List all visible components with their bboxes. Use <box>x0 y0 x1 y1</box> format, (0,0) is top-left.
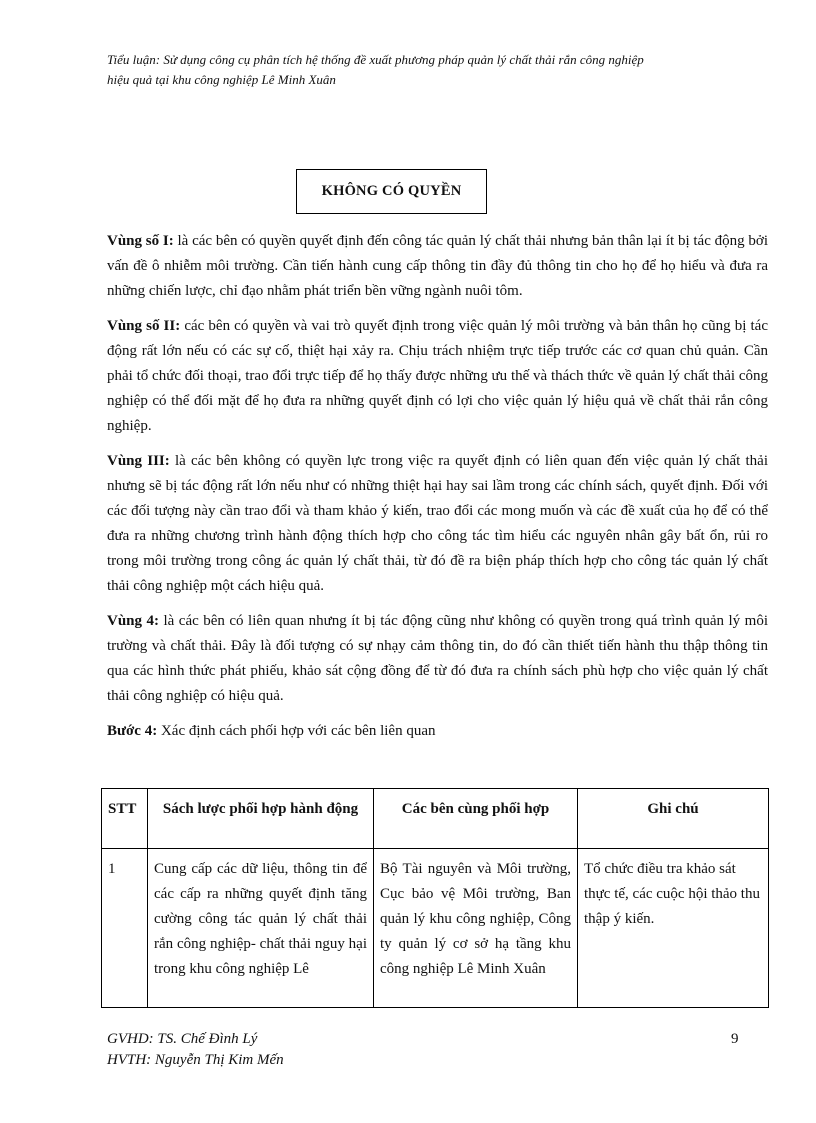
footer-advisor: GVHD: TS. Chế Đình Lý <box>107 1031 258 1047</box>
cell-note: Tổ chức điều tra khảo sát thực tế, các cuộc hội thảo thu thập ý kiến. <box>578 849 769 1008</box>
zone-label: Vùng số I: <box>107 233 174 249</box>
coordination-table <box>101 788 769 1008</box>
header-note: Ghi chú <box>578 789 769 849</box>
header-strategy: Sách lược phối hợp hành động <box>148 789 374 849</box>
page-number: 9 <box>731 1031 739 1047</box>
zone-text: là các bên có liên quan nhưng ít bị tác động cũng như không có quyền trong quá trình quản lý môi trường và chất thải. Đây là đối tượng có sự nhạy cảm thông tin, do đó cần thiết tiến hành thu thập thông tin qua các hình thức phát phiếu, khảo sát cộng đồng để từ đó đưa ra chính sách phù hợp cho việc quản lý chất thải công nghiệp có hiệu quả. <box>107 613 768 704</box>
paragraph-zone-1 <box>107 229 768 304</box>
zone-text: là các bên không có quyền lực trong việc ra quyết định có liên quan đến việc quản lý chất thải nhưng sẽ bị tác động rất lớn nếu như có những thiệt hại hay sai lầm trong các chính sách, quyết định. Đối với các đối tượng này cần trao đổi và tham khảo ý kiến, trao đổi các mong muốn và các đề xuất của họ để có thể đưa ra những chương trình hành động thích hợp cho công tác tìm hiểu các nguyên nhân gây bất ổn, rủi ro trong môi trường trong công ác quản lý chất thải, từ đó đề ra biện pháp thích hợp cho công tác quản lý chất thải công nghiệp một cách hiệu quả. <box>107 453 768 594</box>
step-4-heading <box>107 719 768 744</box>
footer-student: HVTH: Nguyễn Thị Kim Mến <box>107 1052 284 1068</box>
zone-label: Vùng số II: <box>107 318 181 334</box>
step-label: Bước 4: <box>107 723 158 739</box>
zone-text: là các bên có quyền quyết định đến công tác quản lý chất thải nhưng bản thân lại ít bị tác động bởi vấn đề ô nhiễm môi trường. Cần tiến hành cung cấp thông tin đầy đủ thông tin cho họ để họ hiểu và đưa ra những chiến lược, chỉ đạo nhằm phát triển bền vững ngành nuôi tôm. <box>107 233 768 299</box>
table-row <box>102 849 769 1008</box>
paragraph-zone-2 <box>107 314 768 439</box>
zone-text: các bên có quyền và vai trò quyết định trong việc quản lý môi trường và bản thân họ cũng bị tác động rất lớn nếu có các sự cố, thiệt hại xảy ra. Chịu trách nhiệm trực tiếp trước các cơ quan chủ quản. Cần phải tổ chức đối thoại, trao đổi trực tiếp để họ thấy được những ưu thế và thách thức về quản lý chất thải công nghiệp có thể đối mặt để họ đưa ra những quyết định có lợi cho việc quản lý hiệu quả về chất thải rắn công nghiệp. <box>107 318 768 434</box>
header-parties: Các bên cùng phối hợp <box>374 789 578 849</box>
cell-parties: Bộ Tài nguyên và Môi trường, Cục bảo vệ Môi trường, Ban quản lý khu công nghiệp, Công ty quản lý cơ sở hạ tầng khu công nghiệp Lê Minh Xuân <box>374 849 578 1008</box>
page-footer <box>107 1029 747 1071</box>
table-header-row <box>102 789 769 849</box>
step-text: Xác định cách phối hợp với các bên liên quan <box>157 723 436 739</box>
running-header <box>107 50 747 90</box>
cell-strategy: Cung cấp các dữ liệu, thông tin để các cấp ra những quyết định tăng cường công tác quản lý chất thải rắn công nghiệp- chất thải nguy hại trong khu công nghiệp Lê <box>148 849 374 1008</box>
cell-stt: 1 <box>102 849 148 1008</box>
boxed-title: KHÔNG CÓ QUYỀN <box>296 169 487 214</box>
header-line-2: hiệu quả tại khu công nghiệp Lê Minh Xuân <box>107 72 336 87</box>
paragraph-zone-3 <box>107 449 768 599</box>
body-text <box>107 229 768 744</box>
paragraph-zone-4 <box>107 609 768 709</box>
zone-label: Vùng 4: <box>107 613 159 629</box>
zone-label: Vùng III: <box>107 453 170 469</box>
header-stt: STT <box>102 789 148 849</box>
header-line-1: Tiểu luận: Sử dụng công cụ phân tích hệ thống đề xuất phương pháp quản lý chất thải rắn công nghiệp <box>107 52 644 67</box>
